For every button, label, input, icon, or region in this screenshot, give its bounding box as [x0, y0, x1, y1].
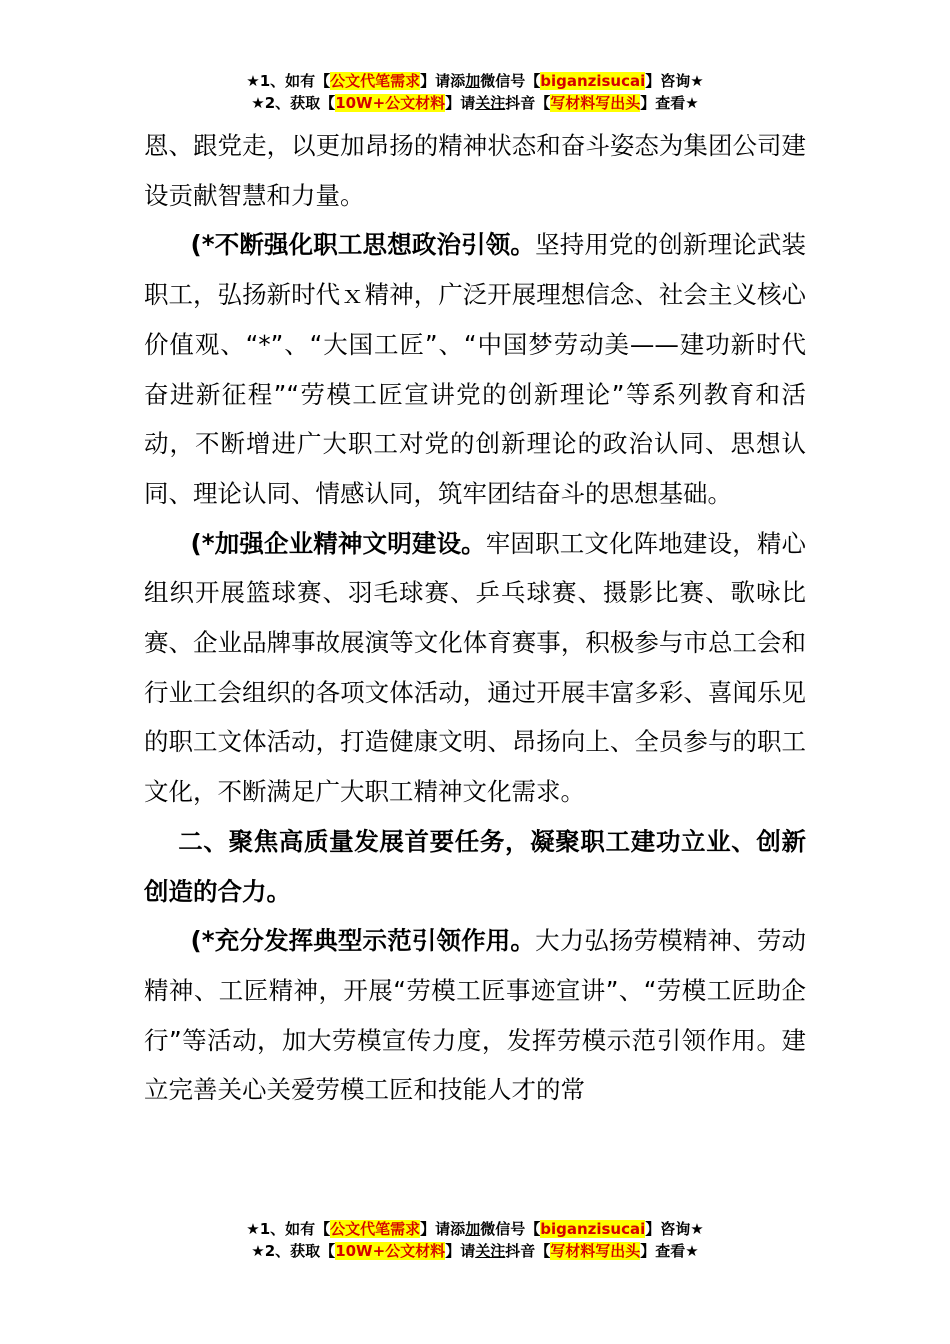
paragraph-ideology: (*不断强化职工思想政治引领。坚持用党的创新理论武装职工，弘扬新时代ｘ精神，广泛开展理想信念、社会主义核心价值观、“*”、“大国工匠”、“中国梦劳动美——建功新时代奋进新征程”“劳模工匠宣讲党的创新理论”等系列教育和活动，不断增进广大职工对党的创新理论的政治认同、思想认同、理论认同、情感认同，筑牢团结奋斗的思想基础。 [144, 230, 806, 508]
highlight-douyin: 写材料写出头 [550, 94, 641, 112]
document-body [144, 121, 806, 1115]
footer-banner [0, 1218, 950, 1262]
highlight-materials: 10W+公文材料 [335, 1242, 446, 1260]
highlight-douyin: 写材料写出头 [550, 1242, 641, 1260]
banner-line-2: ★2、获取【10W+公文材料】请关注抖音【写材料写出头】查看★ [251, 94, 699, 112]
highlight-service: 公文代笔需求 [330, 1220, 421, 1238]
paragraph-heading: (*不断强化职工思想政治引领。 [190, 230, 536, 260]
banner-line-1: ★1、如有【公文代笔需求】请添加微信号【biganzisucai】咨询★ [246, 1220, 704, 1238]
highlight-service: 公文代笔需求 [330, 72, 421, 90]
highlight-wechat-id: biganzisucai [540, 1220, 646, 1238]
highlight-wechat-id: biganzisucai [540, 72, 646, 90]
banner-line-1: ★1、如有【公文代笔需求】请添加微信号【biganzisucai】咨询★ [246, 72, 704, 90]
highlight-materials: 10W+公文材料 [335, 94, 446, 112]
paragraph-continuation: 恩、跟党走，以更加昂扬的精神状态和奋斗姿态为集团公司建设贡献智慧和力量。 [144, 131, 806, 210]
paragraph-civilization: (*加强企业精神文明建设。牢固职工文化阵地建设，精心组织开展篮球赛、羽毛球赛、乒乓球赛、摄影比赛、歌咏比赛、企业品牌事故展演等文化体育赛事，积极参与市总工会和行业工会组织的各项文体活动，通过开展丰富多彩、喜闻乐见的职工文体活动，打造健康文明、昂扬向上、全员参与的职工文化，不断满足广大职工精神文化需求。 [144, 528, 806, 807]
section-heading: 二、聚焦高质量发展首要任务，凝聚职工建功立业、创新创造的合力。 [144, 826, 806, 906]
header-banner [0, 70, 950, 114]
banner-line-2: ★2、获取【10W+公文材料】请关注抖音【写材料写出头】查看★ [251, 1242, 699, 1260]
paragraph-role-models: (*充分发挥典型示范引领作用。大力弘扬劳模精神、劳动精神、工匠精神，开展“劳模工匠事迹宣讲”、“劳模工匠助企行”等活动，加大劳模宣传力度，发挥劳模示范引领作用。建立完善关心关爱劳模工匠和技能人才的常 [144, 926, 806, 1105]
paragraph-heading: (*充分发挥典型示范引领作用。 [190, 926, 536, 956]
paragraph-heading: (*加强企业精神文明建设。 [190, 528, 486, 558]
